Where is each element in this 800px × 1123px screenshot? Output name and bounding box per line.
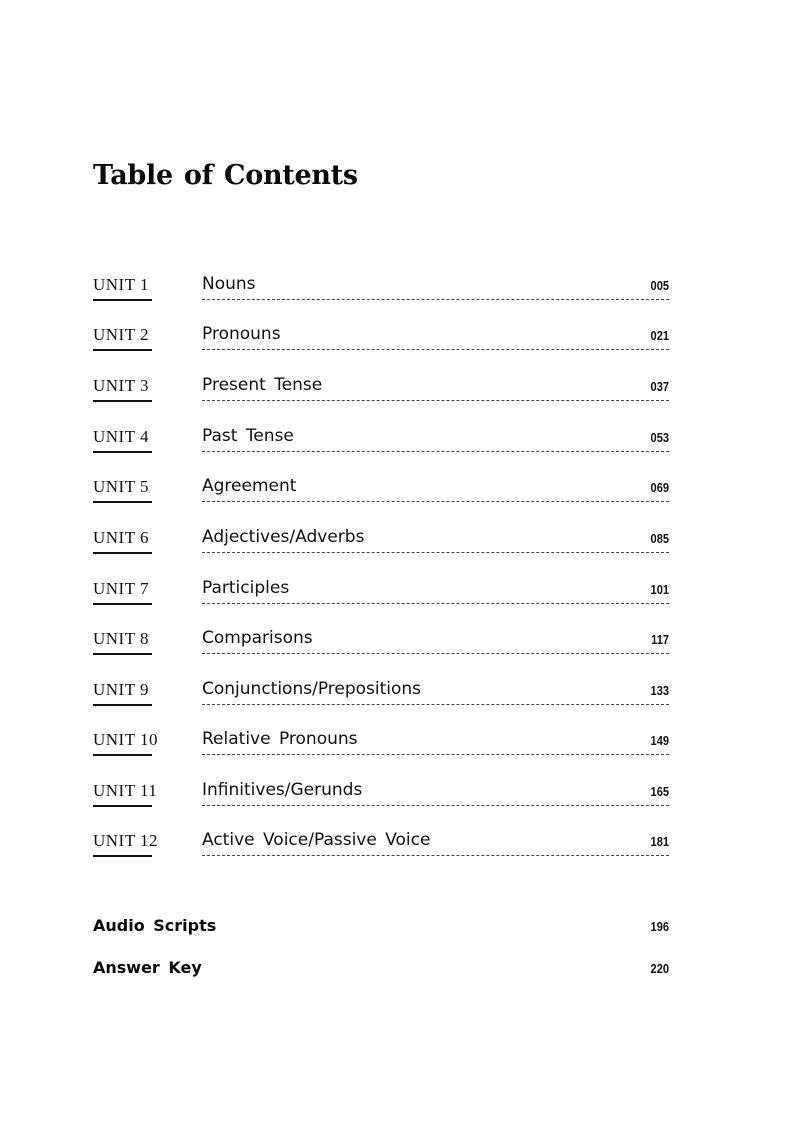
- toc-row-unit-2[interactable]: [0, 325, 800, 365]
- dash-leader: [202, 400, 669, 401]
- unit-label: UNIT 6: [93, 528, 150, 547]
- page-number: 149: [650, 733, 669, 748]
- page-number: 053: [650, 430, 669, 445]
- unit-title: Infinitives/Gerunds: [202, 780, 363, 800]
- unit-label: UNIT 10: [93, 730, 159, 749]
- page-number: 133: [650, 683, 669, 698]
- unit-title: Pronouns: [202, 324, 281, 344]
- toc-row-unit-9[interactable]: [0, 680, 800, 720]
- toc-row-unit-3[interactable]: [0, 376, 800, 416]
- toc-row-unit-11[interactable]: [0, 781, 800, 821]
- page-number: 117: [651, 632, 669, 647]
- extra-title: Answer Key: [93, 958, 202, 977]
- unit-underline: [93, 349, 152, 351]
- unit-title: Past Tense: [202, 426, 294, 446]
- unit-label: UNIT 4: [93, 427, 150, 446]
- unit-underline: [93, 855, 152, 857]
- unit-underline: [93, 603, 152, 605]
- page-number: 069: [650, 480, 669, 495]
- unit-underline: [93, 653, 152, 655]
- dash-leader: [202, 805, 669, 806]
- dash-leader: [202, 855, 669, 856]
- unit-title: Conjunctions/Prepositions: [202, 679, 422, 699]
- dash-leader: [202, 299, 669, 300]
- dash-leader: [202, 653, 669, 654]
- unit-label: UNIT 5: [93, 477, 150, 496]
- unit-label: UNIT 3: [93, 376, 150, 395]
- dash-leader: [202, 451, 669, 452]
- unit-label: UNIT 11: [93, 781, 158, 800]
- page-number: 021: [650, 328, 669, 343]
- toc-row-unit-8[interactable]: [0, 629, 800, 669]
- toc-row-unit-6[interactable]: [0, 528, 800, 568]
- unit-underline: [93, 805, 152, 807]
- toc-row-unit-7[interactable]: [0, 579, 800, 619]
- page-number: 005: [650, 278, 669, 293]
- unit-underline: [93, 299, 152, 301]
- unit-label: UNIT 9: [93, 680, 150, 699]
- extra-title: Audio Scripts: [93, 916, 217, 935]
- unit-underline: [93, 451, 152, 453]
- dash-leader: [202, 754, 669, 755]
- unit-title: Present Tense: [202, 375, 323, 395]
- unit-underline: [93, 754, 152, 756]
- unit-title: Agreement: [202, 476, 297, 496]
- page-number: 181: [650, 834, 669, 849]
- unit-title: Participles: [202, 578, 290, 598]
- toc-row-answer-key[interactable]: [0, 958, 800, 988]
- unit-label: UNIT 8: [93, 629, 150, 648]
- toc-row-unit-1[interactable]: [0, 275, 800, 315]
- unit-title: Active Voice/Passive Voice: [202, 830, 431, 850]
- dash-leader: [202, 349, 669, 350]
- unit-title: Nouns: [202, 274, 256, 294]
- page-title: Table of Contents: [93, 160, 358, 191]
- unit-underline: [93, 704, 152, 706]
- page-number: 085: [650, 531, 669, 546]
- unit-label: UNIT 7: [93, 579, 150, 598]
- page-number: 220: [650, 961, 669, 976]
- toc-row-unit-12[interactable]: [0, 831, 800, 871]
- dash-leader: [202, 704, 669, 705]
- unit-label: UNIT 1: [93, 275, 150, 294]
- unit-title: Adjectives/Adverbs: [202, 527, 365, 547]
- toc-row-unit-4[interactable]: [0, 427, 800, 467]
- toc-row-unit-10[interactable]: [0, 730, 800, 770]
- unit-title: Relative Pronouns: [202, 729, 358, 749]
- dash-leader: [202, 603, 669, 604]
- dash-leader: [202, 552, 669, 553]
- unit-underline: [93, 501, 152, 503]
- dash-leader: [202, 501, 669, 502]
- page-number: 101: [650, 582, 669, 597]
- unit-title: Comparisons: [202, 628, 313, 648]
- unit-underline: [93, 400, 152, 402]
- page-number: 165: [650, 784, 669, 799]
- unit-label: UNIT 12: [93, 831, 159, 850]
- toc-row-audio-scripts[interactable]: [0, 916, 800, 946]
- page-number: 196: [650, 919, 669, 934]
- unit-label: UNIT 2: [93, 325, 150, 344]
- page-number: 037: [650, 379, 669, 394]
- toc-row-unit-5[interactable]: [0, 477, 800, 517]
- unit-underline: [93, 552, 152, 554]
